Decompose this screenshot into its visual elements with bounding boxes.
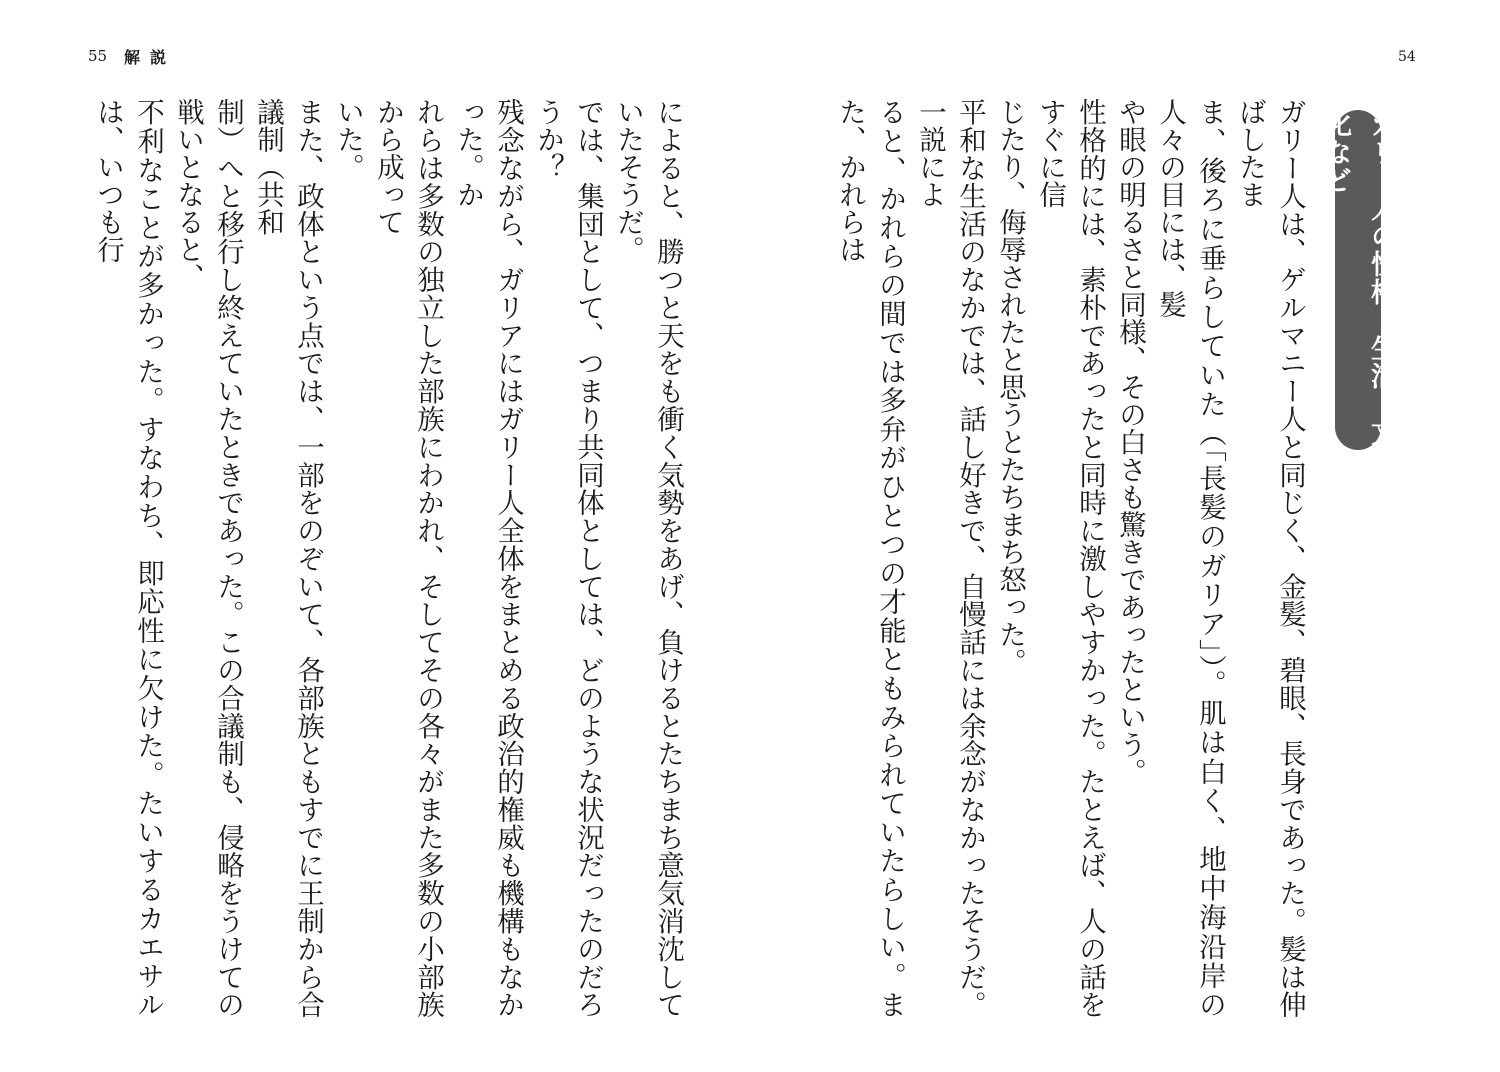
text-line: ま、後ろに垂らしていた（「長髪のガリア」）。肌は白く、地中海沿岸の人々の目には、髪 xyxy=(1154,98,1226,1018)
left-page-text xyxy=(88,98,688,1018)
text-line: 平和な生活のなかでは、話し好きで、自慢話には余念がなかったそうだ。一説によ xyxy=(914,98,986,1018)
text-line: 性格的には、素朴であったと同時に激しやすかった。たとえば、人の話をすぐに信 xyxy=(1034,98,1106,1018)
text-line: また、政体という点では、一部をのぞいて、各部族ともすでに王制から合議制（共和 xyxy=(252,98,324,1018)
text-line: では、集団として、つまり共同体としては、どのような状況だったのだろうか？ xyxy=(532,98,604,1018)
text-line: ると、かれらの間では多弁がひとつの才能ともみられていたらしい。また、かれらは xyxy=(834,98,906,1018)
text-line: や眼の明るさと同様、その白さも驚きであったという。 xyxy=(1114,98,1146,786)
text-line: れらは多数の独立した部族にわかれ、そしてその各々がまた多数の小部族から成って xyxy=(372,98,444,1018)
right-page-text xyxy=(830,98,1310,1018)
section-heading: ガリー人の性格、生活、文化など xyxy=(1335,110,1381,450)
text-line: によると、勝つと天をも衝く気勢をあげ、負けるとたちまち意気消沈していたそうだ。 xyxy=(612,98,684,1018)
text-line: 残念ながら、ガリアにはガリー人全体をまとめる政治的権威も機構もなかった。か xyxy=(452,98,524,1018)
text-line: 不利なことが多かった。すなわち、即応性に欠けた。たいするカエサルは、いつも行 xyxy=(92,98,164,1018)
right-page-number: 54 xyxy=(1398,49,1416,65)
text-line: いた。 xyxy=(332,98,364,181)
running-head: 解説 xyxy=(124,48,177,67)
text-line: じたり、侮辱されたと思うとたちまち怒った。 xyxy=(994,98,1026,676)
left-page-number: 55 xyxy=(88,47,108,65)
text-line: ガリー人は、ゲルマニー人と同じく、金髪、碧眼、長身であった。髪は伸ばしたま xyxy=(1234,98,1306,1018)
text-line: 制）へと移行し終えていたときであった。この合議制も、侵略をうけての戦いとなると、 xyxy=(172,98,244,1018)
